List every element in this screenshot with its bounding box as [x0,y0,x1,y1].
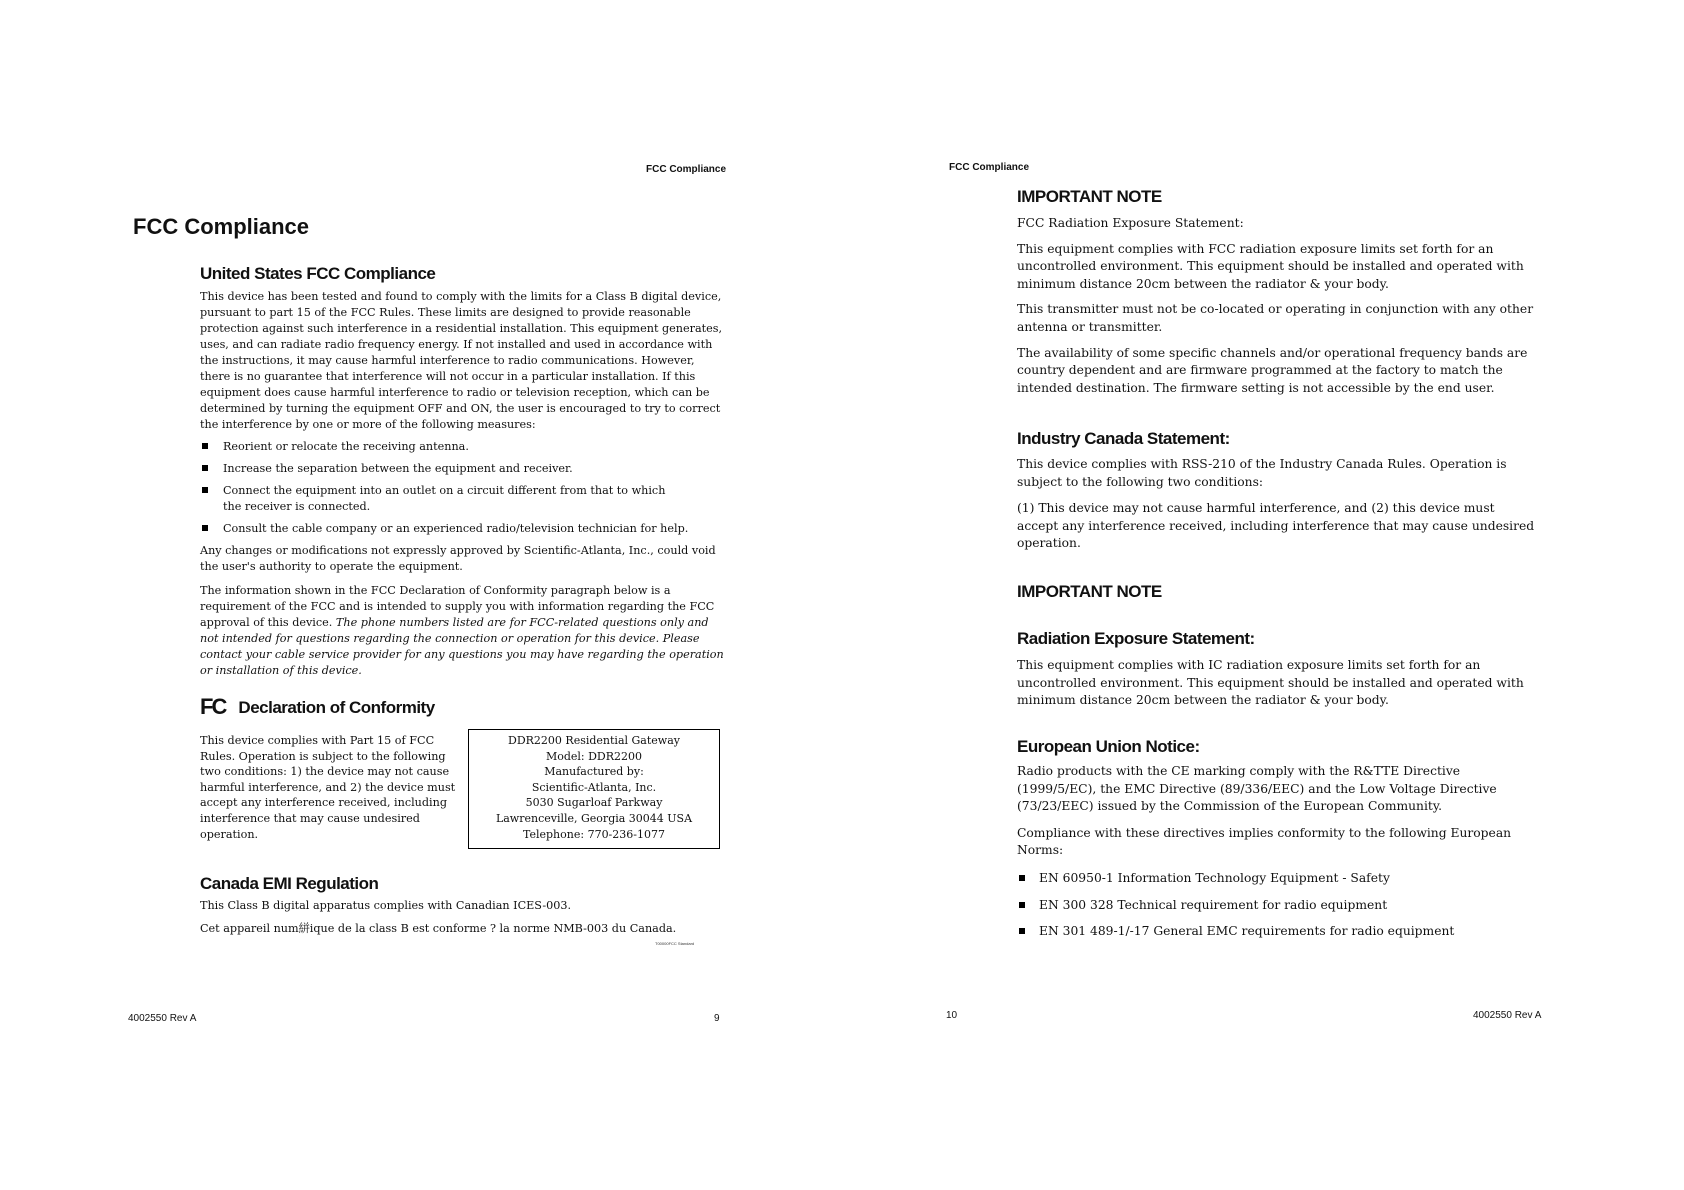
changes-paragraph: Any changes or modifications not expressly approved by Scientific-Atlanta, Inc., could void the user's authority to operate the equipment. [200,544,716,573]
list-item: Reorient or relocate the receiving antenna. [200,439,725,455]
page-title: FCC Compliance [133,214,310,239]
box-line: Model: DDR2200 [545,749,643,763]
tiny-code: T00000FCC Standard [655,941,695,946]
bullet-square-icon [202,525,208,531]
doc-heading: Declaration of Conformity [238,698,435,717]
fcc-radiation-p3: The availability of some specific channels and/or operational frequency bands are country dependent and are firmware programmed at the factory to match the intended destination. The firmware setting is not accessible by the end user. [1017,345,1528,395]
page-number-right: 10 [946,1010,958,1021]
important-note-heading-2: IMPORTANT NOTE [1017,582,1162,601]
eu-notice-p2: Compliance with these directives implies conformity to the following European Norms: [1017,825,1512,858]
box-line: Manufactured by: [544,765,644,779]
list-item: Increase the separation between the equipment and receiver. [200,461,725,477]
page-number-left: 9 [714,1013,720,1024]
radiation-exposure-heading: Radiation Exposure Statement: [1017,629,1255,648]
box-line: Lawrenceville, Georgia 30044 USA [495,811,693,825]
us-fcc-body [200,289,725,679]
footer-docnum-right: 4002550 Rev A [1473,1010,1542,1021]
bullet-square-icon [202,487,208,493]
eu-notice-p1: Radio products with the CE marking comply with the R&TTE Directive (1999/5/EC), the EMC Directive (89/336/EEC) and the Low Voltage Directive (73/23/EEC) issued by the Commission of the European Community. [1017,764,1497,814]
info-italic-note: The phone numbers listed are for FCC-related questions only and not intended for questions regarding the connection or operation for this device. Please contact your cable service provider for any questions you may have regarding the operation or installation of this device. [200,616,724,677]
industry-canada-p1: This device complies with RSS-210 of the Industry Canada Rules. Operation is subject to the following two conditions: [1017,457,1507,489]
industry-canada-heading: Industry Canada Statement: [1017,429,1230,448]
fcc-logo-icon: FC [200,694,226,719]
doc-paragraph: This device complies with Part 15 of FCC Rules. Operation is subject to the following two conditions: 1) the device may not cause harmful interference, and 2) the device must accept any interference received, including interference that may cause undesired operation. [200,734,456,841]
eu-norms-list [1017,870,1537,941]
fcc-radiation-p1: This equipment complies with FCC radiation exposure limits set forth for an uncontrolled environment. This equipment should be installed and operated with minimum distance 20cm between the radiator & your body. [1017,241,1524,291]
box-line: DDR2200 Residential Gateway [508,734,680,747]
bullet-square-icon [1019,875,1025,881]
running-header-right: FCC Compliance [949,162,1030,173]
bullet-square-icon [202,465,208,471]
industry-canada-body [1017,456,1537,553]
list-item: Connect the equipment into an outlet on a circuit different from that to which the receiver is connected. [200,483,725,515]
info-paragraph: The information shown in the FCC Declaration of Conformity paragraph below is a requirement of the FCC and is intended to supply you with information regarding the FCC approval of this device. The phone numbers listed are for FCC-related questions only and not intended for questions regarding the connection or operation for this device. Please contact your cable service provider for any questions you may have regarding the operation or installation of this device. [200,584,724,677]
list-item: EN 60950-1 Information Technology Equipment - Safety [1017,870,1537,888]
us-fcc-heading: United States FCC Compliance [200,264,436,283]
important-note-body-1 [1017,215,1537,397]
canada-emi-heading: Canada EMI Regulation [200,874,379,893]
box-line: Telephone: 770-236-1077 [523,827,665,841]
list-item: EN 301 489-1/-17 General EMC requirements for radio equipment [1017,923,1537,941]
list-item: Consult the cable company or an experienced radio/television technician for help. [200,521,725,537]
box-line: 5030 Sugarloaf Parkway [525,796,663,810]
list-item: EN 300 328 Technical requirement for radio equipment [1017,897,1537,915]
measures-list [200,439,725,537]
bullet-square-icon [1019,928,1025,934]
bullet-square-icon [1019,902,1025,908]
footer-docnum-left: 4002550 Rev A [128,1013,197,1024]
canada-emi-line2: Cet appareil num絣ique de la class B est conforme ? la norme NMB-003 du Canada. [200,922,677,935]
canada-emi-line1: This Class B digital apparatus complies with Canadian ICES-003. [200,899,572,912]
fcc-radiation-subtitle: FCC Radiation Exposure Statement: [1017,216,1244,230]
box-line: Scientific-Atlanta, Inc. [531,780,657,794]
doc-address-box [468,729,720,849]
eu-notice-body [1017,763,1537,941]
fcc-radiation-p2: This transmitter must not be co-located or operating in conjunction with any other antenna or transmitter. [1017,302,1534,334]
radiation-exposure-p1: This equipment complies with IC radiation exposure limits set forth for an uncontrolled environment. This equipment should be installed and operated with minimum distance 20cm between the radiator & your body. [1017,658,1524,708]
us-fcc-paragraph: This device has been tested and found to comply with the limits for a Class B digital device, pursuant to part 15 of the FCC Rules. These limits are designed to provide reasonable protection against such interference in a residential installation. This equipment generates, uses, and can radiate radio frequency energy. If not installed and used in accordance with the instructions, it may cause harmful interference to radio communications. However, there is no guarantee that interference will not occur in a particular installation. If this equipment does cause harmful interference to radio or television reception, which can be determined by turning the equipment OFF and ON, the user is encouraged to try to correct the interference by one or more of the following measures: [200,290,723,431]
important-note-heading-1: IMPORTANT NOTE [1017,187,1162,206]
industry-canada-p2: (1) This device may not cause harmful interference, and (2) this device must accept any interference received, including interference that may cause undesired operation. [1017,501,1535,551]
eu-notice-heading: European Union Notice: [1017,737,1200,756]
doc-heading-row [200,694,435,720]
running-header-left: FCC Compliance [646,164,727,175]
bullet-square-icon [202,443,208,449]
